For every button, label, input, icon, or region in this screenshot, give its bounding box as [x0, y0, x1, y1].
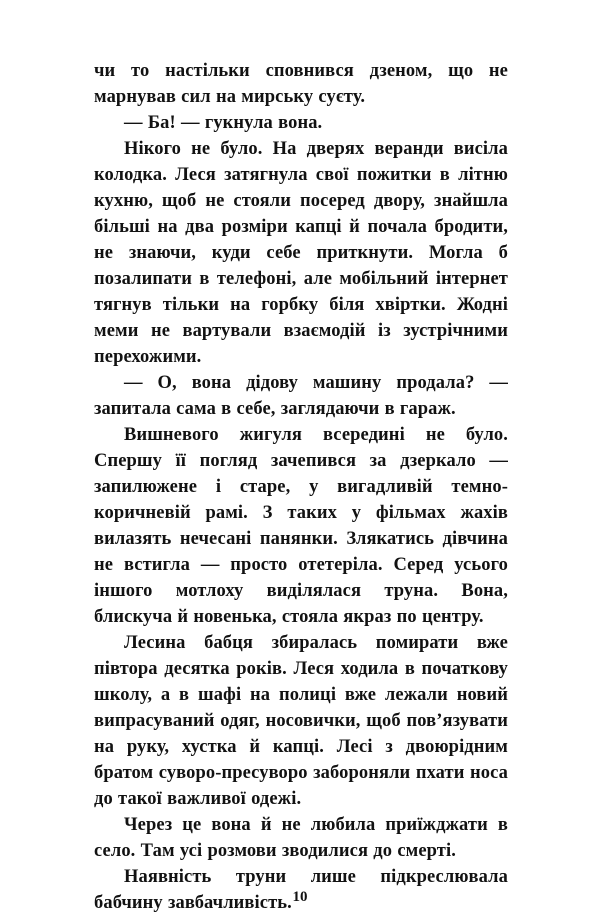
paragraph: Вишневого жигуля всередині не було. Спершу її погляд зачепився за дзеркало — запилюжене і старе, у вигадливій темно-коричневій рамі. З таких у фільмах жахів вилазять нечесані панянки. Злякатись дівчина не встигла — просто отетеріла. Серед усього іншого мотлоху виділялася труна. Вона, блискуча й новенька, стояла якраз по центру. — [94, 425, 508, 627]
paragraph: — Ба! — гукнула вона. — [124, 113, 323, 133]
paragraph: Через це вона й не любила приїжджати в село. Там усі розмови зводилися до смерті. — [94, 815, 508, 861]
page-number: 10 — [292, 889, 308, 905]
paragraph: Лесина бабця збиралась помирати вже півтора десятка років. Леся ходила в початкову школу, а в шафі на полиці вже лежали новий випрасуваний одяг, носовички, щоб пов’язувати на руку, хустка й капці. Лесі з двоюрідним братом суворо-пресуворо забороняли пхати носа до такої важливої одежі. — [94, 633, 508, 809]
paragraph: Нікого не було. На дверях веранди висіла колодка. Леся затягнула свої пожитки в літню кухню, щоб не стояли посеред двору, знайшла більші на два розміри капці й почала бродити, не знаючи, куди себе приткнути. Могла б позалипати в телефоні, але мобільний інтернет тягнув тільки на горбку біля хвіртки. Жодні меми не вартували взаємодій із зустрічними перехожими. — [94, 139, 508, 367]
paragraph: чи то настільки сповнився дзеном, що не марнував сил на мирську суєту. — [94, 61, 508, 107]
text-block — [94, 58, 508, 916]
paragraph: Наявність труни лише підкреслювала бабчину завбачливість. — [94, 867, 508, 913]
paragraph: — О, вона дідову машину продала? — запитала сама в себе, заглядаючи в гараж. — [94, 373, 508, 419]
